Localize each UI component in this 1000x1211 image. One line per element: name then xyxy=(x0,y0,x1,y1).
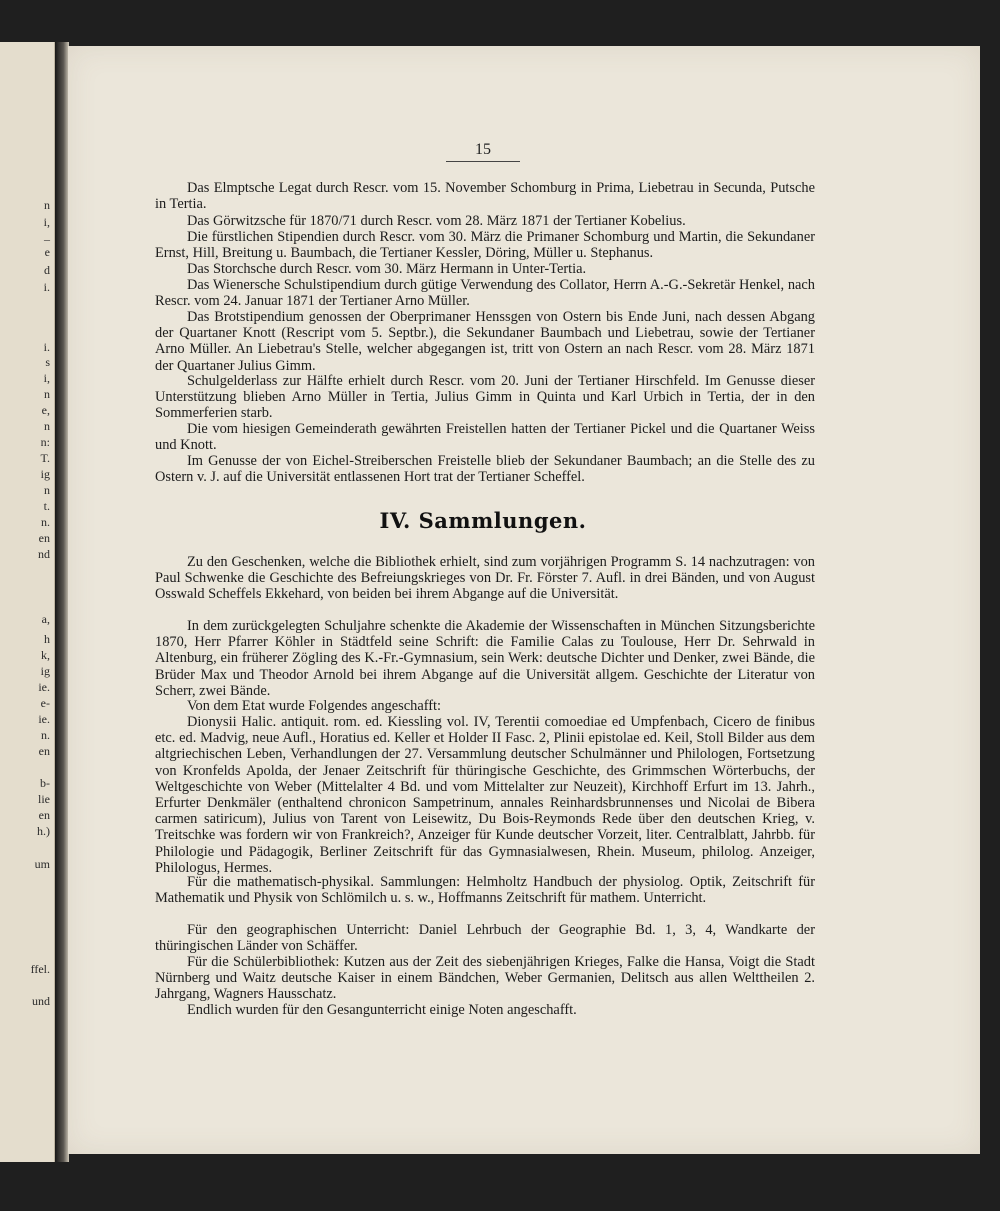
left-fragment: n xyxy=(44,419,50,433)
left-fragment: h xyxy=(44,632,50,646)
page-number: 15 xyxy=(475,141,491,158)
paragraph: Die vom hiesigen Gemeinderath gewährten Freistellen hatten der Tertianer Pickel und die Quartaner Weiss und Knott. xyxy=(155,421,815,454)
paragraph: Für die Schülerbibliothek: Kutzen aus der Zeit des siebenjährigen Krieges, Falke die Hansa, Voigt die Stadt Nürnberg und Waitz deutsche Kaiser in einem Bändchen, Weber Germanien, Delitsch aus allen Welttheilen 2. Jahrgang, Wagners Hausschatz. xyxy=(155,954,815,1003)
left-fragment: en xyxy=(38,744,50,758)
left-fragment: e- xyxy=(40,696,50,710)
left-fragment: d xyxy=(44,263,50,277)
page xyxy=(68,46,980,1154)
paragraph: Für den geographischen Unterricht: Daniel Lehrbuch der Geographie Bd. 1, 3, 4, Wandkarte der thüringischen Länder von Schäffer. xyxy=(155,922,815,955)
left-fragment: ig xyxy=(40,664,50,678)
paragraph: Im Genusse der von Eichel-Streiberschen Freistelle blieb der Sekundaner Baumbach; an die Stelle des zu Ostern v. J. auf die Universität entlassenen Hort trat der Tertianer Scheffel. xyxy=(155,453,815,486)
book-gutter xyxy=(55,42,69,1162)
paragraph: Dionysii Halic. antiquit. rom. ed. Kiessling vol. IV, Terentii comoediae ed Umpfenbach, Cicero de finibus etc. ed. Madvig, neue Aufl., Horatius ed. Keller et Holder II Fasc. 2, Plinii epistolae ed. Keil, Stoll Bilder aus dem altgriechischen Leben, Verhandlungen der 27. Versammlung deutscher Schulmänner und Philologen, Fortsetzung von Kronfelds Apolda, der Jenaer Zeitschrift für thüringische Geschichte, des Grimmschen Wörterbuchs, der Weltgeschichte von Weber (Mittelalter 4 Bd. und vom Mittelalter zur Neuzeit), Kirchhoff Erfurt im 13. Jahrh., Erfurter Denkmäler (enthaltend chronicon Sampetrinum, annales Reinhardsbrunnenses und Nicolai de Bibera carmen satiricum), Julius von Tarent von Leisewitz, Du Bois-Reymonds Rede über den deutschen Krieg, v. Treitschke was fordern wir von Frankreich?, Anzeiger für Kunde deutscher Vorzeit, liter. Centralblatt, Jahrbb. für Philologie und Pädagogik, Berliner Zeitschrift für das Gymnasialwesen, Rhein. Museum, philolog. Anzeiger, Philologus, Hermes. xyxy=(155,714,815,876)
paragraph: Für die mathematisch-physikal. Sammlungen: Helmholtz Handbuch der physiolog. Optik, Zeitschrift für Mathematik und Physik von Schlömilch u. s. w., Hoffmanns Zeitschrift für mathem. Unterricht. xyxy=(155,874,815,907)
left-fragment: i. xyxy=(43,340,50,354)
left-fragment: n xyxy=(44,198,50,212)
left-fragment: b- xyxy=(40,776,50,790)
paragraph: Schulgelderlass zur Hälfte erhielt durch Rescr. vom 20. Juni der Tertianer Hirschfeld. Im Genusse dieser Unterstützung blieben Arno Müller in Tertia, Julius Gimm in Quinta und Karl Urbich in Tertia, der in den Sommerferien starb. xyxy=(155,373,815,422)
left-fragment: nd xyxy=(38,547,50,561)
left-fragment: i. xyxy=(43,280,50,294)
left-fragment: i, xyxy=(43,371,50,385)
left-page-edge xyxy=(0,42,55,1162)
page-number-rule xyxy=(446,161,520,162)
left-fragment: n xyxy=(44,387,50,401)
paragraph: Endlich wurden für den Gesangunterricht einige Noten angeschafft. xyxy=(187,1002,577,1018)
paragraph: Das Elmptsche Legat durch Rescr. vom 15. November Schomburg in Prima, Liebetrau in Secunda, Putsche in Tertia. xyxy=(155,180,815,213)
left-fragment: t. xyxy=(43,499,50,513)
paragraph: Zu den Geschenken, welche die Bibliothek erhielt, sind zum vorjährigen Programm S. 14 nachzutragen: von Paul Schwenke die Geschichte des Befreiungskrieges von Dr. Fr. Förster 7. Aufl. in drei Bänden, und von August Osswald Scheffels Ekkehard, von beiden bei ihrem Abgange auf die Universität. xyxy=(155,554,815,603)
left-fragment: e, xyxy=(41,403,50,417)
paragraph: Die fürstlichen Stipendien durch Rescr. vom 30. März die Primaner Schomburg und Martin, die Sekundaner Ernst, Hill, Breitung u. Baumbach, die Tertianer Kessler, Döring, Müller u. Stephanus. xyxy=(155,229,815,262)
left-fragment: ie. xyxy=(38,712,50,726)
left-fragment: – xyxy=(44,232,50,246)
left-fragment: en xyxy=(38,531,50,545)
left-fragment: ffel. xyxy=(30,962,50,976)
left-fragment: ie. xyxy=(38,680,50,694)
left-fragment: k, xyxy=(41,648,50,662)
left-fragment: e xyxy=(44,245,50,259)
paragraph: Das Wienersche Schulstipendium durch gütige Verwendung des Collator, Herrn A.-G.-Sekretär Henkel, nach Rescr. vom 24. Januar 1871 der Tertianer Arno Müller. xyxy=(155,277,815,310)
left-fragment: n. xyxy=(41,515,50,529)
left-fragment: s xyxy=(45,355,50,369)
left-fragment: en xyxy=(38,808,50,822)
left-fragment: a, xyxy=(41,612,50,626)
left-fragment: ig xyxy=(40,467,50,481)
left-fragment: und xyxy=(32,994,50,1008)
left-fragment: n. xyxy=(41,728,50,742)
left-fragment: T. xyxy=(40,451,50,465)
paragraph: In dem zurückgelegten Schuljahre schenkte die Akademie der Wissenschaften in München Sitzungsberichte 1870, Herr Pfarrer Köhler in Städtfeld seine Schrift: die Familie Calas zu Toulouse, Herr Dr. Sehrwald in Altenburg, ein früherer Zögling des K.-Fr.-Gymnasium, sein Werk: deutsche Dichter und Denker, zwei Bände, die Brüder Max und Theodor Arnold bei ihrem Abgange auf die Universität allgem. Geschichte der Literatur von Scherr, zwei Bände. xyxy=(155,618,815,699)
paragraph: Das Görwitzsche für 1870/71 durch Rescr. vom 28. März 1871 der Tertianer Kobelius. xyxy=(187,213,686,229)
section-heading: IV. Sammlungen. xyxy=(379,508,587,533)
paragraph: Von dem Etat wurde Folgendes angeschafft: xyxy=(187,698,442,714)
left-fragment: um xyxy=(34,857,50,871)
left-fragment: lie xyxy=(38,792,50,806)
paragraph: Das Brotstipendium genossen der Oberprimaner Henssgen von Ostern bis Ende Juni, nach dessen Abgang der Quartaner Knott (Rescript vom 5. Septbr.), die Sekundaner Baumbach und Liebetrau, sowie der Tertianer Arno Müller. An Liebetrau's Stelle, welcher abgegangen ist, tritt von Ostern an nach Rescr. vom 28. März 1871 der Quartaner Julius Gimm. xyxy=(155,309,815,374)
left-fragment: i, xyxy=(43,215,50,229)
left-fragment: h.) xyxy=(37,824,50,838)
left-fragment: n xyxy=(44,483,50,497)
paragraph: Das Storchsche durch Rescr. vom 30. März Hermann in Unter-Tertia. xyxy=(187,261,587,277)
left-fragment: n: xyxy=(40,435,50,449)
